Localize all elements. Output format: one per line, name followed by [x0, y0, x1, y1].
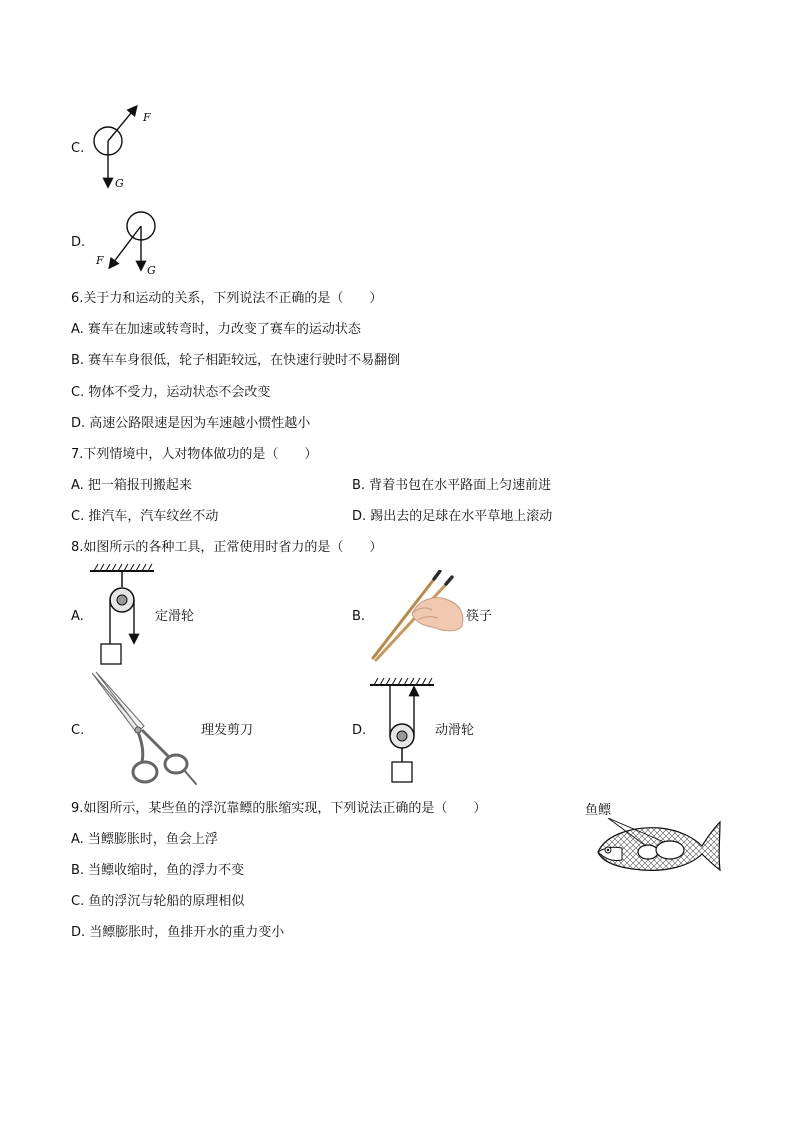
q9-option-c: C. 鱼的浮沉与轮船的原理相似: [71, 894, 245, 909]
force-f-arrow: [110, 226, 141, 267]
q9-option-d: D. 当鳔膨胀时，鱼排开水的重力变小: [71, 925, 285, 940]
q9-option-b: B. 当鳔收缩时，鱼的浮力不变: [71, 863, 245, 878]
chopsticks-image: [368, 570, 466, 662]
q8-option-b-caption: 筷子: [466, 609, 493, 624]
q8-option-d-caption: 动滑轮: [435, 723, 475, 738]
movable-pulley-image: [368, 676, 438, 786]
q6-option-d: D. 高速公路限速是因为车速越小惯性越小: [71, 416, 311, 431]
q8-stem: 8.如图所示的各种工具，正常使用时省力的是（ ）: [71, 540, 383, 555]
q5-option-c-label: C.: [71, 141, 85, 156]
q8-option-a-caption: 定滑轮: [155, 609, 195, 624]
q8-option-c-caption: 理发剪刀: [201, 723, 254, 738]
q5-option-d-label: D.: [71, 235, 86, 250]
q8-option-a-label: A.: [71, 609, 84, 624]
q9-stem: 9.如图所示，某些鱼的浮沉靠鳔的胀缩实现，下列说法正确的是（ ）: [71, 801, 487, 816]
fish-swim-bladder-image: [594, 818, 724, 878]
q7-option-a: A. 把一箱报刊搬起来: [71, 478, 192, 493]
q6-option-a: A. 赛车在加速或转弯时，力改变了赛车的运动状态: [71, 322, 361, 337]
force-f-label-d: F: [96, 254, 104, 267]
q7-option-b: B. 背着书包在水平路面上匀速前进: [352, 478, 552, 493]
q6-option-b: B. 赛车车身很低，轮子相距较远，在快速行驶时不易翻倒: [71, 353, 401, 368]
q6-option-c: C. 物体不受力，运动状态不会改变: [71, 385, 271, 400]
hair-scissors-image: [88, 670, 200, 788]
q8-option-b-label: B.: [352, 609, 366, 624]
force-diagram-d: [100, 205, 170, 275]
q9-option-a: A. 当鳔膨胀时，鱼会上浮: [71, 832, 218, 847]
q8-option-d-label: D.: [352, 723, 367, 738]
fixed-pulley-image: [88, 562, 158, 668]
force-f-arrow: [108, 107, 136, 141]
q7-option-c: C. 推汽车，汽车纹丝不动: [71, 509, 219, 524]
q7-stem: 7.下列情境中，人对物体做功的是（ ）: [71, 447, 318, 462]
q7-option-d: D. 踢出去的足球在水平草地上滚动: [352, 509, 553, 524]
q6-stem: 6.关于力和运动的关系，下列说法不正确的是（ ）: [71, 291, 383, 306]
q9-figure-label: 鱼鳔: [585, 803, 612, 818]
force-g-label-c: G: [115, 177, 124, 190]
q8-option-c-label: C.: [71, 723, 85, 738]
force-f-label-c: F: [143, 111, 151, 124]
force-g-label-d: G: [147, 264, 156, 277]
